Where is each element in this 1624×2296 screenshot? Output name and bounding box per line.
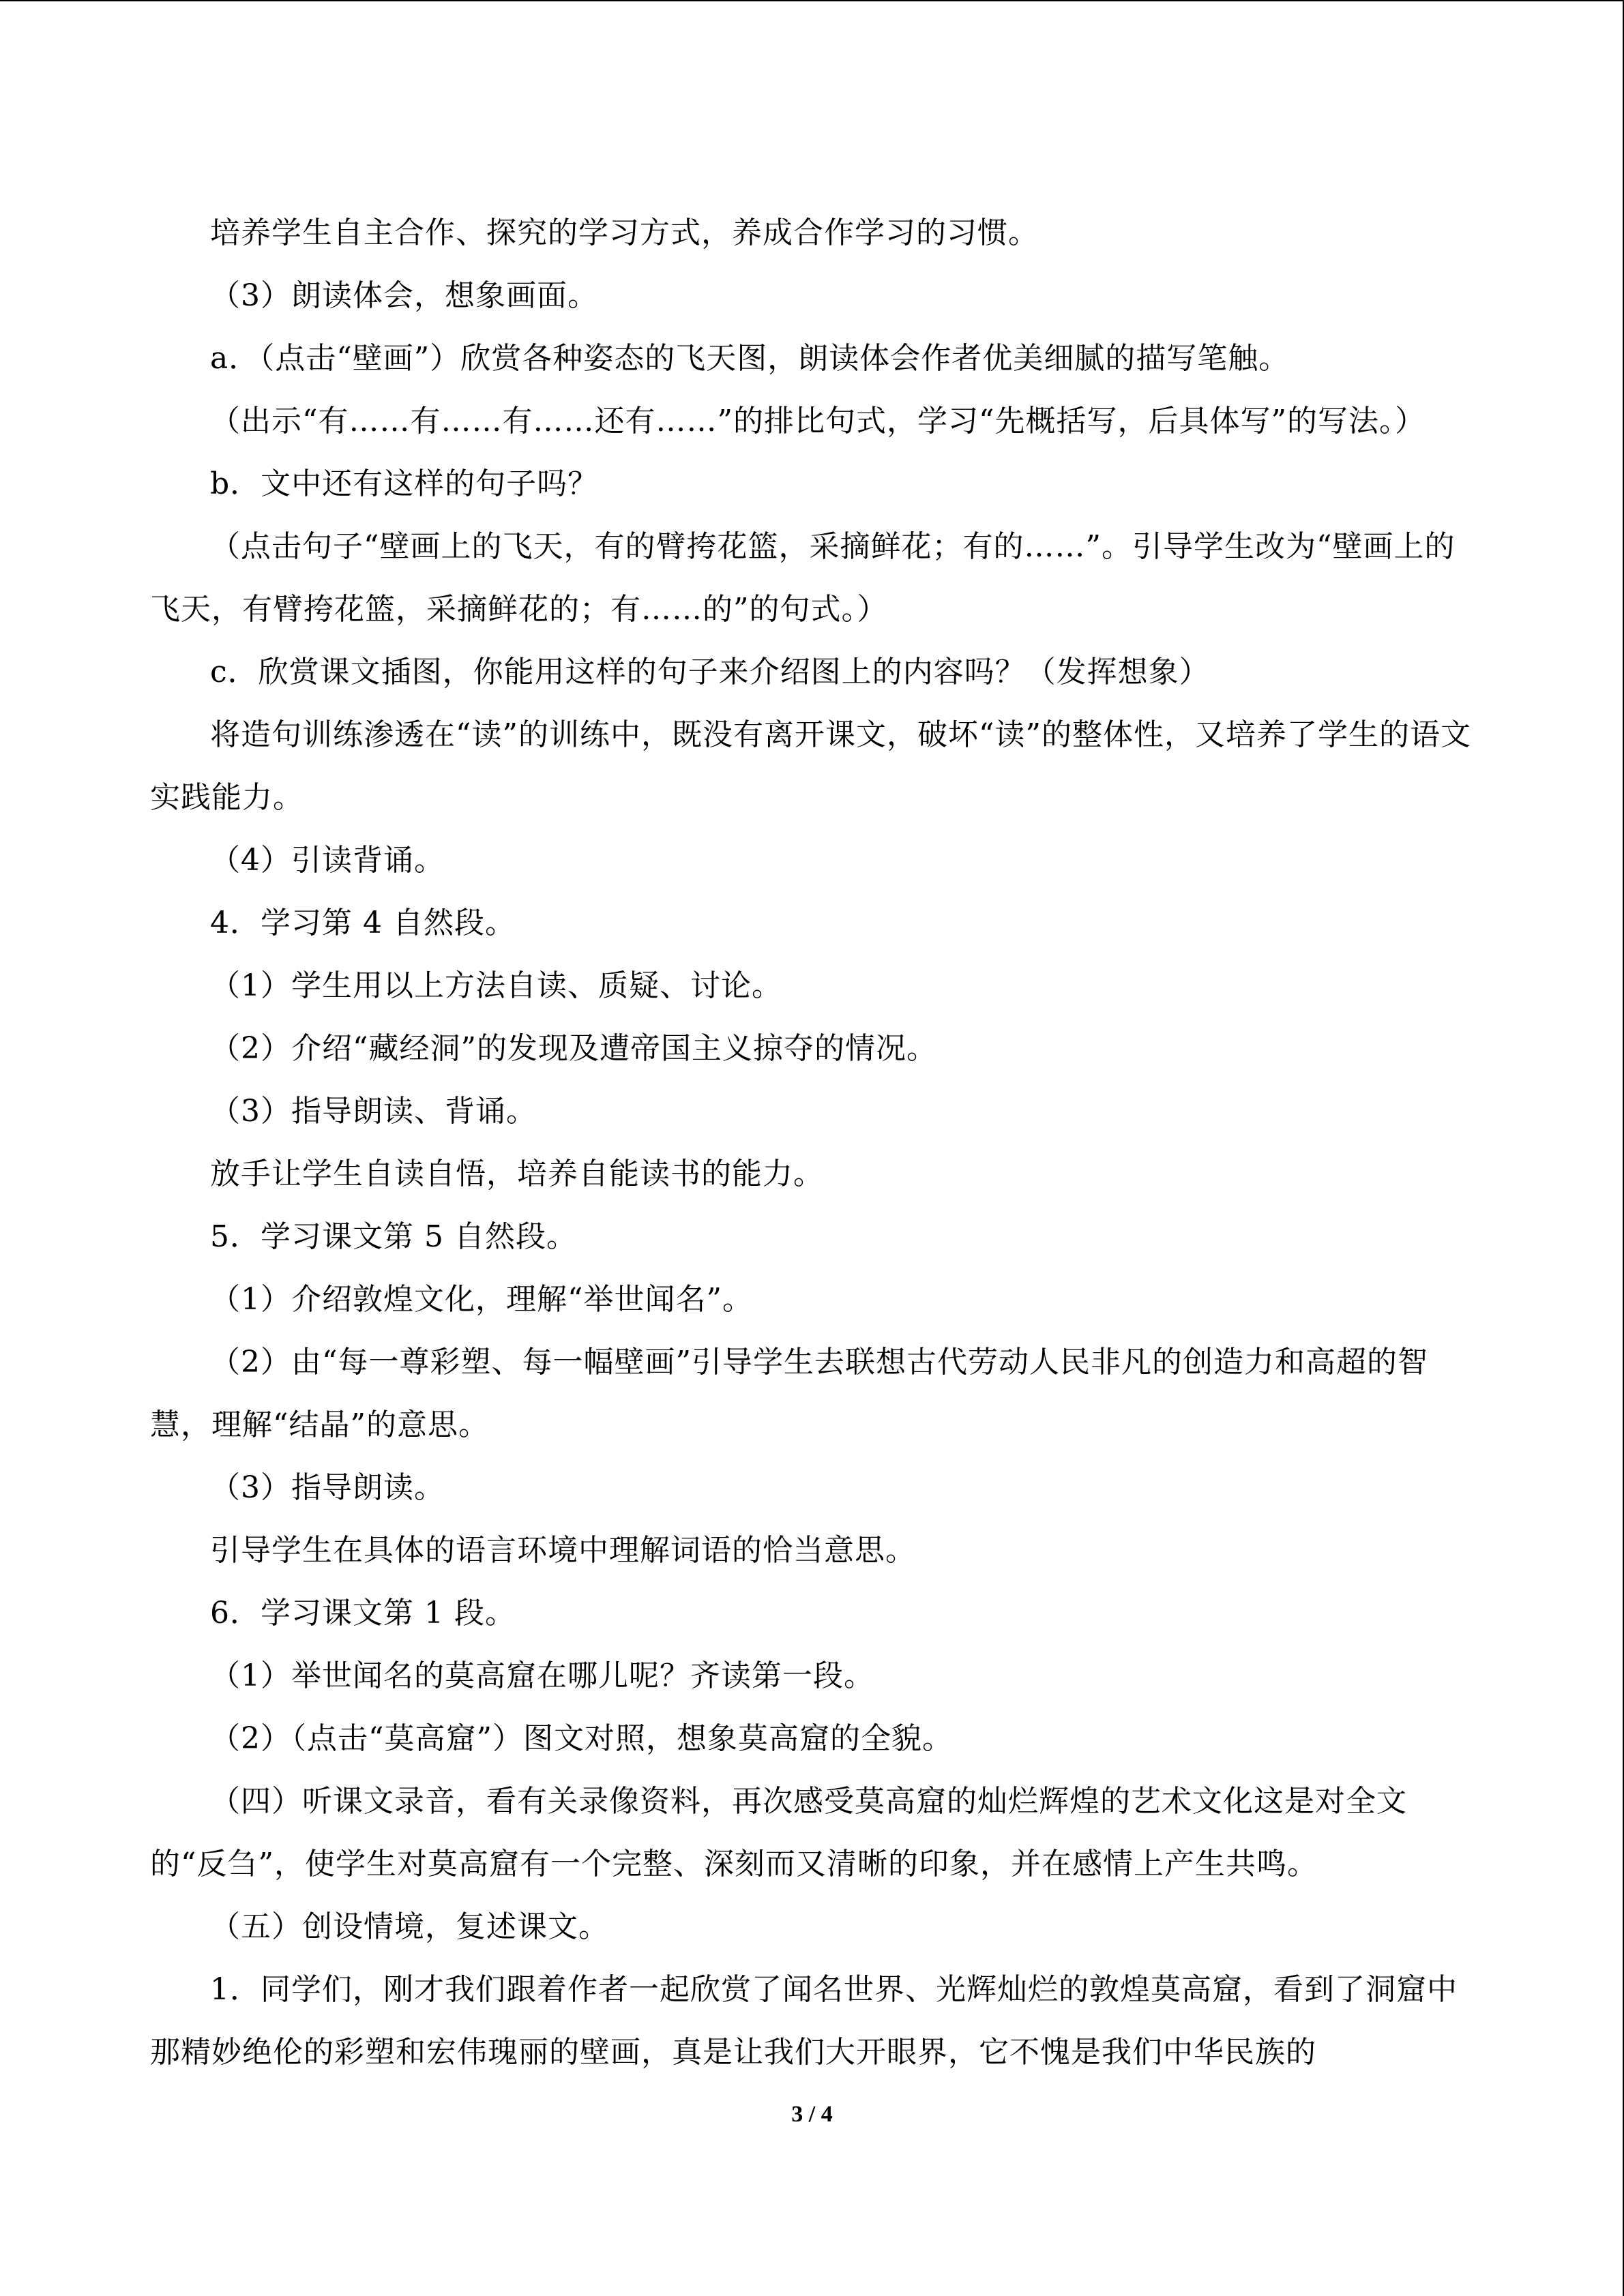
paragraph: （2）（点击“莫高窟”）图文对照，想象莫高窟的全貌。 [210, 1721, 953, 1756]
paragraph: （出示“有……有……有……还有……”的排比句式，学习“先概括写，后具体写”的写法。） [210, 404, 1426, 438]
paragraph: （3）指导朗读。 [210, 1470, 445, 1505]
paragraph: a．（点击“壁画”）欣赏各种姿态的飞天图，朗读体会作者优美细腻的描写笔触。 [210, 341, 1290, 376]
paragraph: （1）学生用以上方法自读、质疑、讨论。 [210, 968, 782, 1003]
paragraph: （四）听课文录音，看有关录像资料，再次感受莫高窟的灿烂辉煌的艺术文化这是对全文的“反刍”，使学生对莫高窟有一个完整、深刻而又清晰的印象，并在感情上产生共鸣。 [150, 1784, 1407, 1881]
paragraph: 引导学生在具体的语言环境中理解词语的恰当意思。 [210, 1533, 916, 1568]
paragraph: 4．学习第 4 自然段。 [210, 906, 516, 940]
paragraph: 将造句训练渗透在“读”的训练中，既没有离开课文，破坏“读”的整体性，又培养了学生的语文实践能力。 [150, 717, 1471, 815]
paragraph: b．文中还有这样的句子吗？ [210, 466, 599, 501]
paragraph: 5．学习课文第 5 自然段。 [210, 1219, 577, 1254]
paragraph: （2）介绍“藏经洞”的发现及遭帝国主义掠夺的情况。 [210, 1031, 937, 1066]
paragraph: （点击句子“壁画上的飞天，有的臂挎花篮，采摘鲜花；有的……”。引导学生改为“壁画上的飞天，有臂挎花篮，采摘鲜花的；有……的”的句式。） [150, 529, 1456, 627]
paragraph: 培养学生自主合作、探究的学习方式，养成合作学习的习惯。 [210, 215, 1039, 250]
page-number: 3 / 4 [791, 2102, 833, 2127]
paragraph: 6．学习课文第 1 段。 [210, 1596, 516, 1630]
paragraph: 放手让学生自读自悟，培养自能读书的能力。 [210, 1157, 824, 1191]
document-body [150, 202, 1473, 2084]
paragraph: （2）由“每一尊彩塑、每一幅壁画”引导学生去联想古代劳动人民非凡的创造力和高超的智慧，理解“结晶”的意思。 [150, 1345, 1428, 1442]
paragraph: （3）朗读体会，想象画面。 [210, 278, 598, 313]
paragraph: （1）介绍敦煌文化，理解“举世闻名”。 [210, 1282, 753, 1317]
paragraph: （五）创设情境，复述课文。 [210, 1909, 609, 1944]
page-top-border [0, 0, 1623, 3]
paragraph: （1）举世闻名的莫高窟在哪儿呢？齐读第一段。 [210, 1658, 874, 1693]
paragraph: c．欣赏课文插图，你能用这样的句子来介绍图上的内容吗？（发挥想象） [210, 655, 1210, 689]
paragraph: （4）引读背诵。 [210, 843, 445, 878]
paragraph: （3）指导朗读、背诵。 [210, 1094, 537, 1129]
paragraph: 1．同学们，刚才我们跟着作者一起欣赏了闻名世界、光辉灿烂的敦煌莫高窟，看到了洞窟中那精妙绝伦的彩塑和宏伟瑰丽的壁画，真是让我们大开眼界，它不愧是我们中华民族的 [150, 1972, 1458, 2070]
